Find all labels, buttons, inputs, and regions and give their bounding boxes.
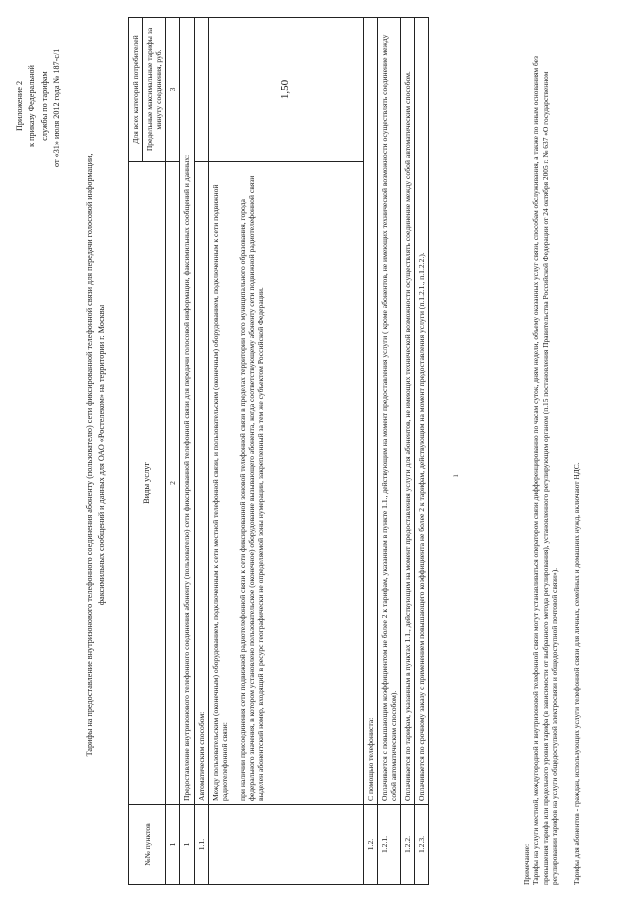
table-row [208, 18, 363, 885]
row-text: Оплачивается с повышающим коэффициентом не более 2 к тарифам, указанным в пункте 1.1., действующим на момент предоставления услуги ( кроме абонентов, не имеющих технической возможности осуществлять соединение между собой автоматическим способом). [377, 18, 400, 805]
document-title [84, 45, 108, 865]
notes-paragraph: Тарифы для абонентов - граждан, использующих услуги телефонной связи для личных, семейных и домашних нужд, включают НДС. [571, 462, 581, 885]
table-row [180, 18, 194, 885]
table-row [377, 18, 400, 885]
appendix-number: Приложение 2 [15, 80, 24, 132]
row-number: 1.2. [363, 805, 377, 885]
appendix-order: к приказу Федеральной [27, 65, 37, 147]
table-row [363, 18, 377, 885]
notes-heading: Примечание: [522, 843, 531, 885]
tariff-value: 1,50 [208, 18, 363, 162]
row-paragraph: при наличии присоединения сети подвижной радиотелефонной связи к сети фиксированной зоновой телефонной связи в пределах территории того муниципального образования, города федерального значения, в котором установлено пользовательское (оконечное) оборудование вызывающего абонента, когда соответствующему абоненту сети подвижной радиотелефонной связи выделен абонентский номер, входящий в ресурс географически не определяемой зоны нумерации, закрепленный за тем же субъектом Российской Федерации. [237, 175, 266, 801]
table-row [400, 18, 414, 885]
table-header-row [129, 18, 143, 885]
column-number-row [166, 18, 180, 885]
scan-artifact: ı [450, 474, 460, 477]
table-row [194, 18, 208, 885]
empty-cell [208, 805, 363, 885]
column-number: 3 [166, 18, 180, 162]
header-max-tariff: Предельные максимальные тарифы за минуту соединения, руб. [143, 18, 166, 162]
row-paragraph: Между пользовательским (оконечным) оборудованием, подключенным к сети местной телефонной связи, и пользовательским (оконечным) оборудованием, подключенным к сети подвижной радиотелефонной связи: [210, 184, 229, 801]
row-text: Автоматическим способом: [194, 162, 208, 805]
appendix-agency: службы по тарифам [39, 71, 49, 141]
notes-section [522, 25, 581, 885]
header-service-types: Виды услуг [129, 162, 166, 805]
row-text: С помощью телефониста: [363, 18, 377, 805]
notes-paragraph: Тарифы на услуги местной, междугородной и внутризоновой телефонной связи могут устанавливаться оператором связи дифференцированно по часам суток, дням недели, объему оказанных услуг связи, способам обслуживания, а также по иным основаниям без превышения тарифа или предельного уровня тарифа (в зависимости от выбранного метода регулирования), установленного регулирующим органом (п.15 постановления Правительства Российской Федерации от 24 октября 2005 г. № 637 «О государственном регулировании тарифов на услуги общедоступной электросвязи и общедоступной почтовой связи»). [531, 56, 560, 885]
document-title-line-1: Тарифы на предоставление внутризонового телефонного соединения абоненту (пользователю) сети фиксированной телефонной связи для передачи голосовой информации, [85, 153, 94, 757]
header-item-number: №№ пунктов [129, 805, 166, 885]
row-text: Предоставление внутризонового телефонного соединения абоненту (пользователю) сети фиксированной телефонной связи для передачи голосовой информации, факсимильных сообщений и данных: [180, 18, 194, 805]
tariff-table [128, 17, 429, 885]
row-number: 1.2.2. [400, 805, 414, 885]
header-consumer-category: Для всех категорий потребителей [129, 18, 143, 162]
appendix-order-date: от «31» июля 2012 года № 187-с/1 [51, 48, 61, 167]
document-title-line-2: факсимильных сообщений и данных для ОАО «Ростелеком» на территории г. Москвы [96, 304, 106, 606]
appendix-header [14, 11, 63, 201]
row-number: 1.2.1. [377, 805, 400, 885]
row-number: 1.1. [194, 805, 208, 885]
row-number: 1.2.3. [415, 805, 429, 885]
column-number: 2 [166, 162, 180, 805]
row-text [208, 162, 363, 805]
row-text: Оплачивается по тарифам, указанным в пунктах 1.1., действующим на момент предоставления услуги для абонентов, не имеющих технической возможности осуществлять соединение между собой автоматическим способом. [400, 18, 414, 805]
empty-cell [194, 18, 208, 162]
table-row [415, 18, 429, 885]
column-number: 1 [166, 805, 180, 885]
row-text: Оплачивается по срочному заказу с применением повышающего коэффициента не более 2 к тарифам, действующим на момент предоставления услуги (п.1.2.1., п.1.2.2.). [415, 18, 429, 805]
row-number: 1 [180, 805, 194, 885]
